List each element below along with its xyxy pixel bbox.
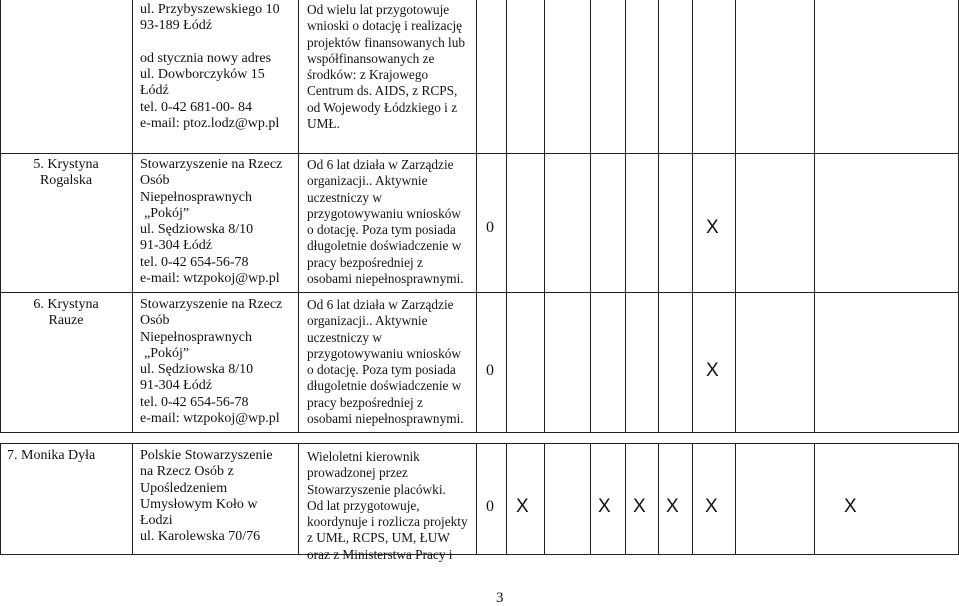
row6-score: 0 xyxy=(486,362,494,379)
text-line: UMŁ. xyxy=(307,116,340,132)
text-line: 93-189 Łódź xyxy=(140,18,212,34)
text-line: Osób xyxy=(140,173,170,189)
text-line: projektów finansowanych lub xyxy=(307,34,466,50)
row6-person xyxy=(0,297,132,330)
text-line: uczestniczy w xyxy=(307,329,382,345)
rule-col-mark5 xyxy=(692,0,693,433)
text-line: od stycznia nowy adres xyxy=(140,50,272,66)
text-line: e-mail: ptoz.lodz@wp.pl xyxy=(140,116,280,132)
text-line: współfinansowanych ze xyxy=(307,50,435,66)
rule-col-score xyxy=(506,0,507,433)
text-line: długoletnie doświadczenie w xyxy=(307,378,462,394)
text-line: Stowarzyszenie na Rzecz xyxy=(140,157,283,172)
text-line: pracy bezpośredniej z xyxy=(307,254,423,270)
text-line: Łodzi xyxy=(140,513,173,529)
rule-col-mark6 xyxy=(735,0,736,433)
text-line: organizacji.. Aktywnie xyxy=(307,313,428,329)
text-line: ul. Karolewska 70/76 xyxy=(140,529,261,545)
text-line: Od 6 lat działa w Zarządzie xyxy=(307,157,454,172)
rule-col-mark7 xyxy=(814,0,815,433)
row6-mark-col6: X xyxy=(706,360,719,381)
person-name-line: Rauze xyxy=(48,313,84,329)
rule-col-mark6-row7 xyxy=(735,443,736,555)
text-line: osobami niepełnosprawnymi. xyxy=(307,271,464,287)
row6-organization xyxy=(140,297,282,427)
text-line: osobami niepełnosprawnymi. xyxy=(307,411,464,427)
text-line: Stowarzyszenie na Rzecz xyxy=(140,297,283,312)
row0-experience xyxy=(307,2,465,132)
text-line: Łódź xyxy=(140,83,169,99)
row7-score: 0 xyxy=(486,498,494,515)
text-line: od Wojewody Łódzkiego i z xyxy=(307,99,458,115)
row7-person xyxy=(7,448,95,464)
text-line: Od lat przygotowuje, xyxy=(307,497,420,513)
row7-organization xyxy=(140,448,273,546)
row5-score: 0 xyxy=(486,219,494,236)
text-line: Od 6 lat działa w Zarządzie xyxy=(307,297,454,312)
text-line: o dotację. Poza tym posiada xyxy=(307,362,456,378)
text-line: e-mail: wtzpokoj@wp.pl xyxy=(140,271,280,287)
text-line: koordynuje i rozlicza projekty xyxy=(307,514,468,530)
text-line: e-mail: wtzpokoj@wp.pl xyxy=(140,411,280,427)
text-line: ul. Przybyszewskiego 10 xyxy=(140,2,280,17)
rule-col-left-edge-row7 xyxy=(0,443,1,555)
row5-experience xyxy=(307,157,464,287)
text-line: środków: z Krajowego xyxy=(307,67,429,83)
rule-col-org xyxy=(298,0,299,433)
text-line: organizacji.. Aktywnie xyxy=(307,173,428,189)
text-line: Polskie Stowarzyszenie xyxy=(140,448,273,463)
rule-col-mark4 xyxy=(658,0,659,433)
text-line: Centrum ds. AIDS, z RCPS, xyxy=(307,83,458,99)
person-name-line: Rogalska xyxy=(39,173,93,189)
rule-row6-bottom xyxy=(0,432,959,433)
rule-col-mark3 xyxy=(625,0,626,433)
rule-col-mark5-row7 xyxy=(692,443,693,555)
row0-organization xyxy=(140,2,280,132)
text-line: Wieloletni kierownik xyxy=(307,449,420,464)
row6-experience xyxy=(307,297,464,427)
row5-person xyxy=(0,157,132,190)
rule-row6-top xyxy=(0,292,959,293)
row5-organization xyxy=(140,157,282,287)
row7-mark-col1: X xyxy=(516,496,529,517)
text-line: o dotację. Poza tym posiada xyxy=(307,222,456,238)
text-line: prowadzonej przez xyxy=(307,465,408,481)
text-line: 91-304 Łódź xyxy=(140,238,212,254)
text-line: Stowarzyszenie placówki. xyxy=(307,481,446,497)
row5-mark-col6: X xyxy=(706,217,719,238)
person-name-line: 7. Monika Dyła xyxy=(7,448,96,463)
text-line: Upośledzeniem xyxy=(140,480,228,496)
rule-col-mark3-row7 xyxy=(625,443,626,555)
page-number: 3 xyxy=(496,590,504,606)
row7-experience xyxy=(307,449,468,563)
rule-col-left-edge xyxy=(0,0,1,433)
rule-col-mark1 xyxy=(544,0,545,433)
rule-col-exp-row7 xyxy=(476,443,477,555)
text-line: 91-304 Łódź xyxy=(140,378,212,394)
text-line: oraz z Ministerstwa Pracy i xyxy=(307,546,453,562)
rule-col-mark4-row7 xyxy=(658,443,659,555)
text-line: „Pokój” xyxy=(144,205,190,221)
text-line: na Rzecz Osób z xyxy=(140,464,234,480)
text-line: ul. Dowborczyków 15 xyxy=(140,67,265,83)
rule-col-person-row7 xyxy=(132,443,133,555)
row7-mark-col7: X xyxy=(844,496,857,517)
text-line: uczestniczy w xyxy=(307,189,382,205)
text-line: Osób xyxy=(140,313,170,329)
text-line: „Pokój” xyxy=(144,345,190,361)
rule-col-mark7-row7 xyxy=(814,443,815,555)
row7-mark-col2: X xyxy=(598,496,611,517)
text-line: wnioski o dotację i realizację xyxy=(307,18,463,34)
rule-col-org-row7 xyxy=(298,443,299,555)
person-name-line: 6. Krystyna xyxy=(33,297,99,312)
rule-row5-top xyxy=(0,153,959,154)
person-name-line: 5. Krystyna xyxy=(33,157,99,172)
rule-row7-top xyxy=(0,443,959,444)
rule-col-person xyxy=(132,0,133,433)
text-line: długoletnie doświadczenie w xyxy=(307,238,462,254)
text-line: pracy bezpośredniej z xyxy=(307,394,423,410)
rule-col-exp xyxy=(476,0,477,433)
row7-mark-col3: X xyxy=(633,496,646,517)
text-line: tel. 0-42 681-00- 84 xyxy=(140,99,252,115)
text-line: Niepełnosprawnych xyxy=(140,189,252,205)
text-line: tel. 0-42 654-56-78 xyxy=(140,394,249,410)
rule-col-mark1-row7 xyxy=(544,443,545,555)
text-line: Niepełnosprawnych xyxy=(140,329,252,345)
text-line: Od wielu lat przygotowuje xyxy=(307,2,450,17)
text-line: z UMŁ, RCPS, UM, ŁUW xyxy=(307,530,450,546)
rule-col-score-row7 xyxy=(506,443,507,555)
text-line: przygotowywaniu wniosków xyxy=(307,205,462,221)
text-line: przygotowywaniu wniosków xyxy=(307,345,462,361)
text-line: ul. Sędziowska 8/10 xyxy=(140,222,254,238)
rule-col-mark2-row7 xyxy=(590,443,591,555)
text-line xyxy=(140,35,280,51)
rule-col-mark2 xyxy=(590,0,591,433)
text-line: Umysłowym Koło w xyxy=(140,496,258,512)
row7-mark-col4: X xyxy=(666,496,679,517)
row7-mark-col5: X xyxy=(705,496,718,517)
rule-row7-bottom xyxy=(0,554,959,555)
text-line: ul. Sędziowska 8/10 xyxy=(140,362,254,378)
text-line: tel. 0-42 654-56-78 xyxy=(140,254,249,270)
